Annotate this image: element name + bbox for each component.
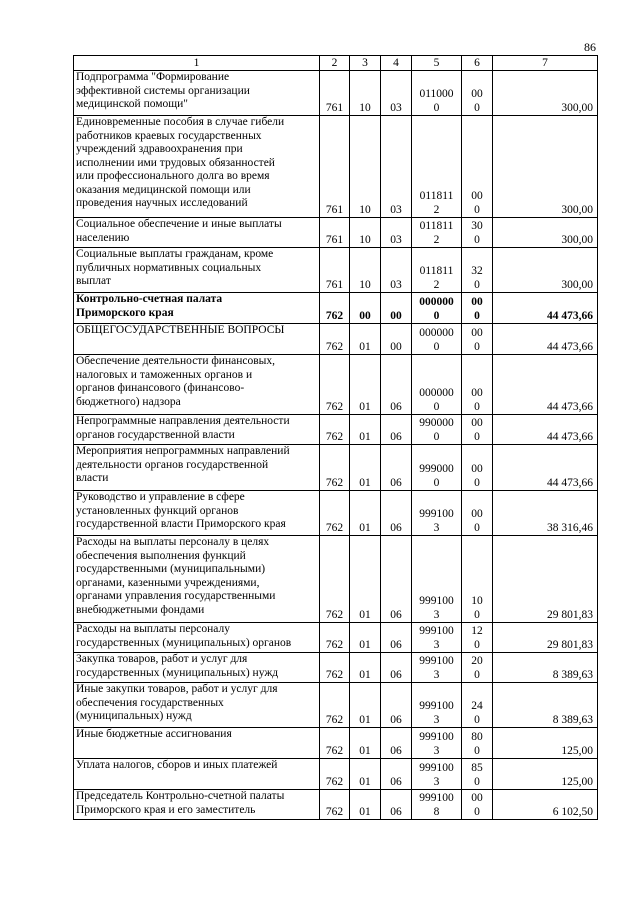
table-row (74, 653, 598, 683)
item-name-cell-line: бюджетного) надзора (76, 395, 181, 408)
item-name-cell-line: Руководство и управление в сфере (76, 491, 245, 503)
section-code-cell: 01 (350, 790, 381, 820)
section-code-cell: 01 (350, 759, 381, 790)
target-article-cell (412, 355, 462, 415)
item-name-cell-line: Социальное обеспечение и иные выплаты (76, 218, 282, 230)
item-name-cell-line: учреждений здравоохранения при (76, 143, 243, 155)
target-article-cell-line: 0 (433, 309, 440, 322)
amount-cell: 8 389,63 (493, 653, 598, 683)
amount-cell: 6 102,50 (493, 790, 598, 820)
expense-type-cell (462, 536, 493, 623)
item-name-cell-line: власти (76, 472, 109, 484)
page-number: 86 (584, 40, 596, 54)
header-cell: 6 (462, 56, 493, 71)
target-article-cell-line: 999100 (419, 731, 454, 743)
target-article-cell-line: 999100 (419, 700, 454, 712)
expense-type-cell-line: 00 (471, 387, 483, 399)
subsection-code-cell: 06 (381, 445, 412, 491)
section-code-cell: 01 (350, 623, 381, 653)
table-row (74, 623, 598, 653)
item-name-cell (74, 293, 320, 324)
target-article-cell (412, 536, 462, 623)
item-name-cell-line: выплат (76, 275, 111, 287)
target-article-cell-line: 3 (433, 744, 440, 757)
expense-type-cell (462, 293, 493, 324)
section-code-cell: 01 (350, 445, 381, 491)
expense-type-cell-line: 00 (471, 327, 483, 339)
section-code-cell: 01 (350, 536, 381, 623)
section-code-cell: 10 (350, 71, 381, 116)
section-code-cell: 01 (350, 728, 381, 759)
header-cell: 1 (74, 56, 320, 71)
target-article-cell-line: 3 (433, 668, 440, 681)
subsection-code-cell: 00 (381, 293, 412, 324)
item-name-cell-line: Расходы на выплаты персоналу в целях (76, 536, 270, 548)
item-name-cell-line: Приморского края и его заместитель (76, 803, 256, 816)
expense-type-cell-line: 12 (471, 625, 483, 637)
item-name-cell-line: населению (76, 231, 130, 244)
target-article-cell (412, 683, 462, 728)
subsection-code-cell: 06 (381, 415, 412, 445)
item-name-cell (74, 71, 320, 116)
table-row (74, 536, 598, 623)
expense-type-cell-line: 0 (474, 668, 480, 681)
item-name-cell-line: органов государственной власти (76, 428, 235, 441)
item-name-cell-line: Расходы на выплаты персоналу (76, 623, 230, 635)
header-cell: 5 (412, 56, 462, 71)
item-name-cell (74, 653, 320, 683)
amount-cell: 300,00 (493, 71, 598, 116)
section-code-cell: 10 (350, 248, 381, 293)
expense-type-cell-line: 00 (471, 508, 483, 520)
target-article-cell-line: 000000 (419, 387, 454, 399)
amount-cell: 300,00 (493, 116, 598, 218)
expense-type-cell-line: 80 (471, 731, 483, 743)
item-name-cell (74, 536, 320, 623)
ministry-code-cell: 761 (320, 218, 350, 248)
section-code-cell: 00 (350, 293, 381, 324)
item-name-cell-line: обеспечения выполнения функций (76, 549, 246, 562)
item-name-cell-line: государственных (муниципальных) органов (76, 636, 292, 649)
amount-cell: 44 473,66 (493, 324, 598, 355)
target-article-cell-line: 0 (433, 400, 440, 413)
ministry-code-cell: 762 (320, 623, 350, 653)
subsection-code-cell: 03 (381, 71, 412, 116)
expense-type-cell-line: 0 (474, 638, 480, 651)
item-name-cell-line: Иные закупки товаров, работ и услуг для (76, 683, 278, 695)
subsection-code-cell: 00 (381, 324, 412, 355)
target-article-cell-line: 999100 (419, 762, 454, 774)
item-name-cell-line: Мероприятия непрограммных направлений (76, 445, 290, 457)
subsection-code-cell: 03 (381, 116, 412, 218)
item-name-cell (74, 491, 320, 536)
item-name-cell-line: Иные бюджетные ассигнования (76, 728, 232, 740)
amount-cell: 8 389,63 (493, 683, 598, 728)
item-name-cell-line: внебюджетными фондами (76, 603, 205, 616)
item-name-cell-line: обеспечения государственных (76, 696, 224, 709)
ministry-code-cell: 762 (320, 683, 350, 728)
target-article-cell-line: 0 (433, 101, 440, 114)
amount-cell: 44 473,66 (493, 445, 598, 491)
table-row (74, 445, 598, 491)
item-name-cell (74, 355, 320, 415)
target-article-cell-line: 0 (433, 340, 440, 353)
amount-cell: 29 801,83 (493, 623, 598, 653)
expense-type-cell (462, 218, 493, 248)
ministry-code-cell: 762 (320, 759, 350, 790)
target-article-cell-line: 999100 (419, 625, 454, 637)
target-article-cell-line: 999100 (419, 792, 454, 804)
section-code-cell: 01 (350, 653, 381, 683)
section-code-cell: 01 (350, 683, 381, 728)
section-code-cell: 01 (350, 324, 381, 355)
subsection-code-cell: 03 (381, 218, 412, 248)
target-article-cell-line: 0 (433, 476, 440, 489)
expense-type-cell-line: 85 (471, 762, 483, 774)
ministry-code-cell: 762 (320, 536, 350, 623)
target-article-cell (412, 218, 462, 248)
table-body (74, 56, 598, 820)
item-name-cell (74, 623, 320, 653)
item-name-cell-line: ОБЩЕГОСУДАРСТВЕННЫЕ ВОПРОСЫ (76, 324, 285, 336)
expense-type-cell-line: 0 (474, 608, 480, 621)
expense-type-cell (462, 491, 493, 536)
item-name-cell (74, 683, 320, 728)
ministry-code-cell: 762 (320, 445, 350, 491)
expense-type-cell-line: 0 (474, 744, 480, 757)
item-name-cell-line: публичных нормативных социальных (76, 261, 262, 274)
expense-type-cell-line: 10 (471, 595, 483, 607)
expense-type-cell (462, 623, 493, 653)
expense-type-cell (462, 653, 493, 683)
target-article-cell-line: 3 (433, 775, 440, 788)
item-name-cell-line: Контрольно-счетная палата (76, 293, 223, 305)
table-row (74, 116, 598, 218)
subsection-code-cell: 06 (381, 759, 412, 790)
section-code-cell: 01 (350, 491, 381, 536)
expense-type-cell-line: 0 (474, 203, 480, 216)
expense-type-cell-line: 30 (471, 220, 483, 232)
item-name-cell-line: Закупка товаров, работ и услуг для (76, 653, 248, 665)
expense-type-cell-line: 00 (471, 417, 483, 429)
item-name-cell-line: органами управления государственными (76, 590, 276, 602)
expense-type-cell (462, 248, 493, 293)
table-row (74, 728, 598, 759)
subsection-code-cell: 03 (381, 248, 412, 293)
item-name-cell-line: (муниципальных) нужд (76, 710, 192, 722)
budget-table (73, 55, 598, 820)
item-name-cell-line: Непрограммные направления деятельности (76, 415, 290, 427)
item-name-cell-line: эффективной системы организации (76, 84, 250, 97)
item-name-cell-line: или профессионального долга во время (76, 170, 270, 182)
item-name-cell-line: Обеспечение деятельности финансовых, (76, 355, 276, 367)
amount-cell: 300,00 (493, 218, 598, 248)
item-name-cell-line: установленных функций органов (76, 504, 239, 517)
table-row (74, 790, 598, 820)
target-article-cell (412, 445, 462, 491)
target-article-cell-line: 999100 (419, 595, 454, 607)
target-article-cell-line: 999100 (419, 655, 454, 667)
expense-type-cell (462, 116, 493, 218)
item-name-cell-line: Единовременные пособия в случае гибели (76, 116, 285, 128)
item-name-cell-line: деятельности органов государственной (76, 458, 269, 471)
item-name-cell (74, 790, 320, 820)
item-name-cell-line: исполнении ими трудовых обязанностей (76, 156, 275, 169)
subsection-code-cell: 06 (381, 728, 412, 759)
target-article-cell-line: 011811 (419, 265, 454, 277)
item-name-cell-line: Социальные выплаты гражданам, кроме (76, 248, 274, 260)
target-article-cell-line: 3 (433, 521, 440, 534)
target-article-cell-line: 8 (433, 805, 440, 818)
target-article-cell-line: 011811 (419, 190, 454, 202)
item-name-cell (74, 116, 320, 218)
target-article-cell (412, 293, 462, 324)
target-article-cell-line: 011811 (419, 220, 454, 232)
expense-type-cell-line: 20 (471, 655, 483, 667)
target-article-cell-line: 000000 (419, 327, 454, 339)
item-name-cell-line: государственной власти Приморского края (76, 518, 286, 530)
expense-type-cell-line: 0 (474, 713, 480, 726)
ministry-code-cell: 761 (320, 116, 350, 218)
ministry-code-cell: 762 (320, 355, 350, 415)
subsection-code-cell: 06 (381, 653, 412, 683)
expense-type-cell (462, 445, 493, 491)
amount-cell: 29 801,83 (493, 536, 598, 623)
item-name-cell-line: оказания медицинской помощи или (76, 183, 251, 196)
header-row (74, 56, 598, 71)
item-name-cell-line: проведения научных исследований (76, 197, 248, 209)
target-article-cell-line: 999100 (419, 508, 454, 520)
subsection-code-cell: 06 (381, 491, 412, 536)
ministry-code-cell: 762 (320, 728, 350, 759)
item-name-cell-line: Подпрограмма "Формирование (76, 71, 230, 83)
header-cell: 4 (381, 56, 412, 71)
header-cell: 3 (350, 56, 381, 71)
ministry-code-cell: 762 (320, 293, 350, 324)
expense-type-cell-line: 0 (474, 521, 480, 534)
item-name-cell (74, 415, 320, 445)
amount-cell: 44 473,66 (493, 355, 598, 415)
target-article-cell (412, 324, 462, 355)
subsection-code-cell: 06 (381, 536, 412, 623)
section-code-cell: 10 (350, 218, 381, 248)
table-row (74, 759, 598, 790)
item-name-cell (74, 218, 320, 248)
expense-type-cell-line: 0 (474, 278, 480, 291)
expense-type-cell-line: 00 (471, 463, 483, 475)
expense-type-cell (462, 324, 493, 355)
ministry-code-cell: 762 (320, 491, 350, 536)
table-row (74, 415, 598, 445)
item-name-cell-line: органов финансового (финансово- (76, 382, 245, 394)
target-article-cell (412, 248, 462, 293)
target-article-cell (412, 728, 462, 759)
target-article-cell (412, 71, 462, 116)
item-name-cell (74, 728, 320, 759)
expense-type-cell (462, 790, 493, 820)
header-cell: 7 (493, 56, 598, 71)
expense-type-cell-line: 0 (474, 775, 480, 788)
ministry-code-cell: 761 (320, 248, 350, 293)
table-row (74, 218, 598, 248)
amount-cell: 300,00 (493, 248, 598, 293)
target-article-cell (412, 623, 462, 653)
table-row (74, 71, 598, 116)
target-article-cell-line: 2 (433, 278, 440, 291)
expense-type-cell-line: 0 (474, 476, 480, 489)
item-name-cell (74, 248, 320, 293)
expense-type-cell-line: 0 (474, 400, 480, 413)
expense-type-cell-line: 24 (471, 700, 483, 712)
item-name-cell-line: органами, казенными учреждениями, (76, 576, 260, 589)
table-row (74, 355, 598, 415)
subsection-code-cell: 06 (381, 623, 412, 653)
expense-type-cell-line: 0 (474, 309, 480, 322)
ministry-code-cell: 762 (320, 653, 350, 683)
table-row (74, 248, 598, 293)
ministry-code-cell: 762 (320, 324, 350, 355)
target-article-cell-line: 3 (433, 713, 440, 726)
target-article-cell (412, 790, 462, 820)
item-name-cell (74, 759, 320, 790)
item-name-cell-line: государственных (муниципальных) нужд (76, 666, 279, 679)
amount-cell: 125,00 (493, 759, 598, 790)
target-article-cell (412, 116, 462, 218)
target-article-cell-line: 999000 (419, 463, 454, 475)
expense-type-cell-line: 00 (471, 88, 483, 100)
item-name-cell-line: медицинской помощи" (76, 98, 189, 110)
section-code-cell: 10 (350, 116, 381, 218)
target-article-cell-line: 3 (433, 608, 440, 621)
target-article-cell (412, 653, 462, 683)
expense-type-cell-line: 0 (474, 805, 480, 818)
item-name-cell-line: Председатель Контрольно-счетной палаты (76, 790, 285, 802)
item-name-cell-line: налоговых и таможенных органов и (76, 368, 253, 381)
section-code-cell: 01 (350, 355, 381, 415)
target-article-cell-line: 3 (433, 638, 440, 651)
expense-type-cell-line: 0 (474, 340, 480, 353)
expense-type-cell (462, 355, 493, 415)
item-name-cell-line: Уплата налогов, сборов и иных платежей (76, 759, 278, 771)
expense-type-cell (462, 759, 493, 790)
expense-type-cell (462, 728, 493, 759)
target-article-cell-line: 2 (433, 203, 440, 216)
ministry-code-cell: 761 (320, 71, 350, 116)
target-article-cell-line: 2 (433, 233, 440, 246)
item-name-cell (74, 324, 320, 355)
item-name-cell (74, 445, 320, 491)
expense-type-cell-line: 00 (471, 296, 483, 308)
header-cell: 2 (320, 56, 350, 71)
expense-type-cell-line: 00 (471, 792, 483, 804)
table-row (74, 491, 598, 536)
item-name-cell-line: государственными (муниципальными) (76, 563, 266, 575)
expense-type-cell (462, 71, 493, 116)
item-name-cell-line: Приморского края (76, 306, 174, 319)
target-article-cell (412, 491, 462, 536)
subsection-code-cell: 06 (381, 355, 412, 415)
ministry-code-cell: 762 (320, 415, 350, 445)
expense-type-cell-line: 0 (474, 101, 480, 114)
section-code-cell: 01 (350, 415, 381, 445)
amount-cell: 125,00 (493, 728, 598, 759)
target-article-cell (412, 415, 462, 445)
item-name-cell-line: работников краевых государственных (76, 129, 262, 142)
expense-type-cell-line: 0 (474, 430, 480, 443)
expense-type-cell-line: 32 (471, 265, 483, 277)
target-article-cell-line: 011000 (419, 88, 454, 100)
target-article-cell-line: 990000 (419, 417, 454, 429)
amount-cell: 44 473,66 (493, 415, 598, 445)
expense-type-cell (462, 415, 493, 445)
target-article-cell (412, 759, 462, 790)
amount-cell: 44 473,66 (493, 293, 598, 324)
target-article-cell-line: 0 (433, 430, 440, 443)
ministry-code-cell: 762 (320, 790, 350, 820)
subsection-code-cell: 06 (381, 790, 412, 820)
table-row (74, 324, 598, 355)
expense-type-cell-line: 00 (471, 190, 483, 202)
table-row (74, 683, 598, 728)
target-article-cell-line: 000000 (419, 296, 454, 308)
subsection-code-cell: 06 (381, 683, 412, 728)
table-row (74, 293, 598, 324)
expense-type-cell-line: 0 (474, 233, 480, 246)
amount-cell: 38 316,46 (493, 491, 598, 536)
expense-type-cell (462, 683, 493, 728)
